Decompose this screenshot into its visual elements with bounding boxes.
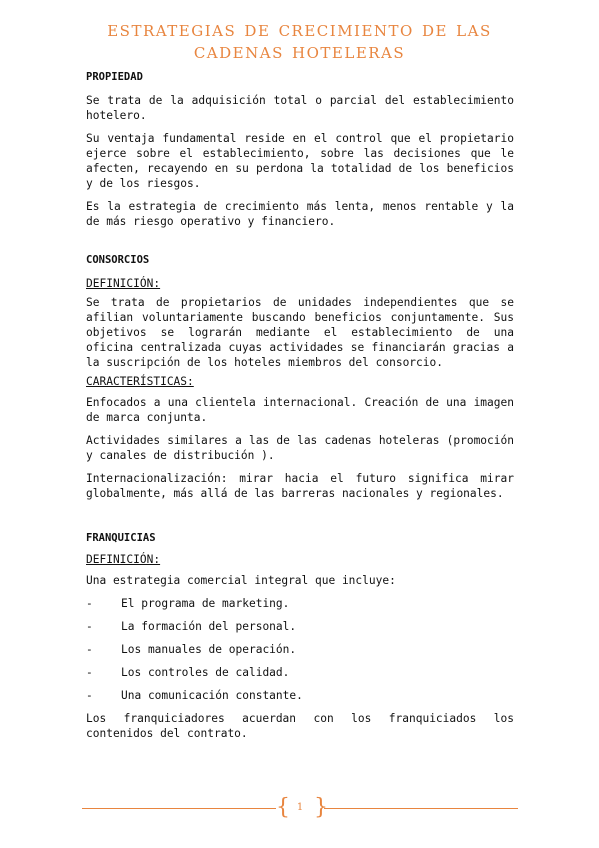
paragraph: Los franquiciadores acuerdan con los franquiciados los contenidos del contrato. [86, 712, 514, 740]
footer-brace-right-icon: } [314, 795, 328, 820]
paragraph: Enfocados a una clientela internacional. Creación de una imagen de marca conjunta. [86, 396, 514, 424]
caracteristicas-label: CARACTERÍSTICAS: [86, 375, 194, 388]
bullet-dash: - [86, 620, 93, 633]
section-heading-consorcios: CONSORCIOS [86, 254, 150, 266]
list-item [86, 688, 514, 703]
page-title [0, 18, 599, 62]
footer-rule-left [82, 808, 276, 809]
list-item-text: Una comunicación constante. [121, 689, 303, 702]
list-item [86, 665, 514, 680]
paragraph: Se trata de propietarios de unidades independientes que se afilian voluntariamente buscando beneficios conjuntamente. Sus objetivos se lograrán mediante el establecimiento de una oficina centralizada cuyas actividades se financiarán gracias a la suscripción de los hoteles miembros del consorcio. [86, 296, 514, 369]
section-heading-franquicias: FRANQUICIAS [86, 532, 156, 544]
footer-brace-left-icon: { [276, 795, 290, 820]
paragraph: Su ventaja fundamental reside en el control que el propietario ejerce sobre el establecimiento, sobre las decisiones que le afecten, recayendo en su perdona la totalidad de los beneficios y de los riesgos. [86, 132, 514, 190]
section-heading-propiedad: PROPIEDAD [86, 71, 143, 83]
list-item-text: Los manuales de operación. [121, 643, 297, 656]
definicion-label: DEFINICIÓN: [86, 553, 161, 566]
list-item-text: Los controles de calidad. [121, 666, 290, 679]
paragraph: Se trata de la adquisición total o parcial del establecimiento hotelero. [86, 94, 514, 122]
paragraph: Actividades similares a las de las cadenas hoteleras (promoción y canales de distribución ). [86, 434, 514, 462]
section-consorcios [86, 253, 514, 501]
document-body [86, 70, 514, 741]
title-line-2: cadenas hoteleras [193, 39, 406, 63]
bullet-dash: - [86, 597, 93, 610]
list-item [86, 619, 514, 634]
bullet-dash: - [86, 643, 93, 656]
list-item [86, 642, 514, 657]
footer-rule-right [324, 808, 518, 809]
bullet-dash: - [86, 666, 93, 679]
title-line-1: estrategias de crecimiento de las [107, 17, 492, 41]
section-franquicias [86, 531, 514, 741]
paragraph: Una estrategia comercial integral que incluye: [86, 574, 396, 587]
definicion-label: DEFINICIÓN: [86, 277, 161, 290]
page-number: 1 [296, 802, 304, 813]
section-propiedad [86, 70, 514, 229]
paragraph: Es la estrategia de crecimiento más lenta, menos rentable y la de más riesgo operativo y financiero. [86, 200, 514, 228]
bullet-dash: - [86, 689, 93, 702]
list-item [86, 596, 514, 611]
list-item-text: La formación del personal. [121, 620, 297, 633]
list-item-text: El programa de marketing. [121, 597, 290, 610]
paragraph: Internacionalización: mirar hacia el futuro significa mirar globalmente, más allá de las barreras nacionales y regionales. [86, 472, 514, 500]
